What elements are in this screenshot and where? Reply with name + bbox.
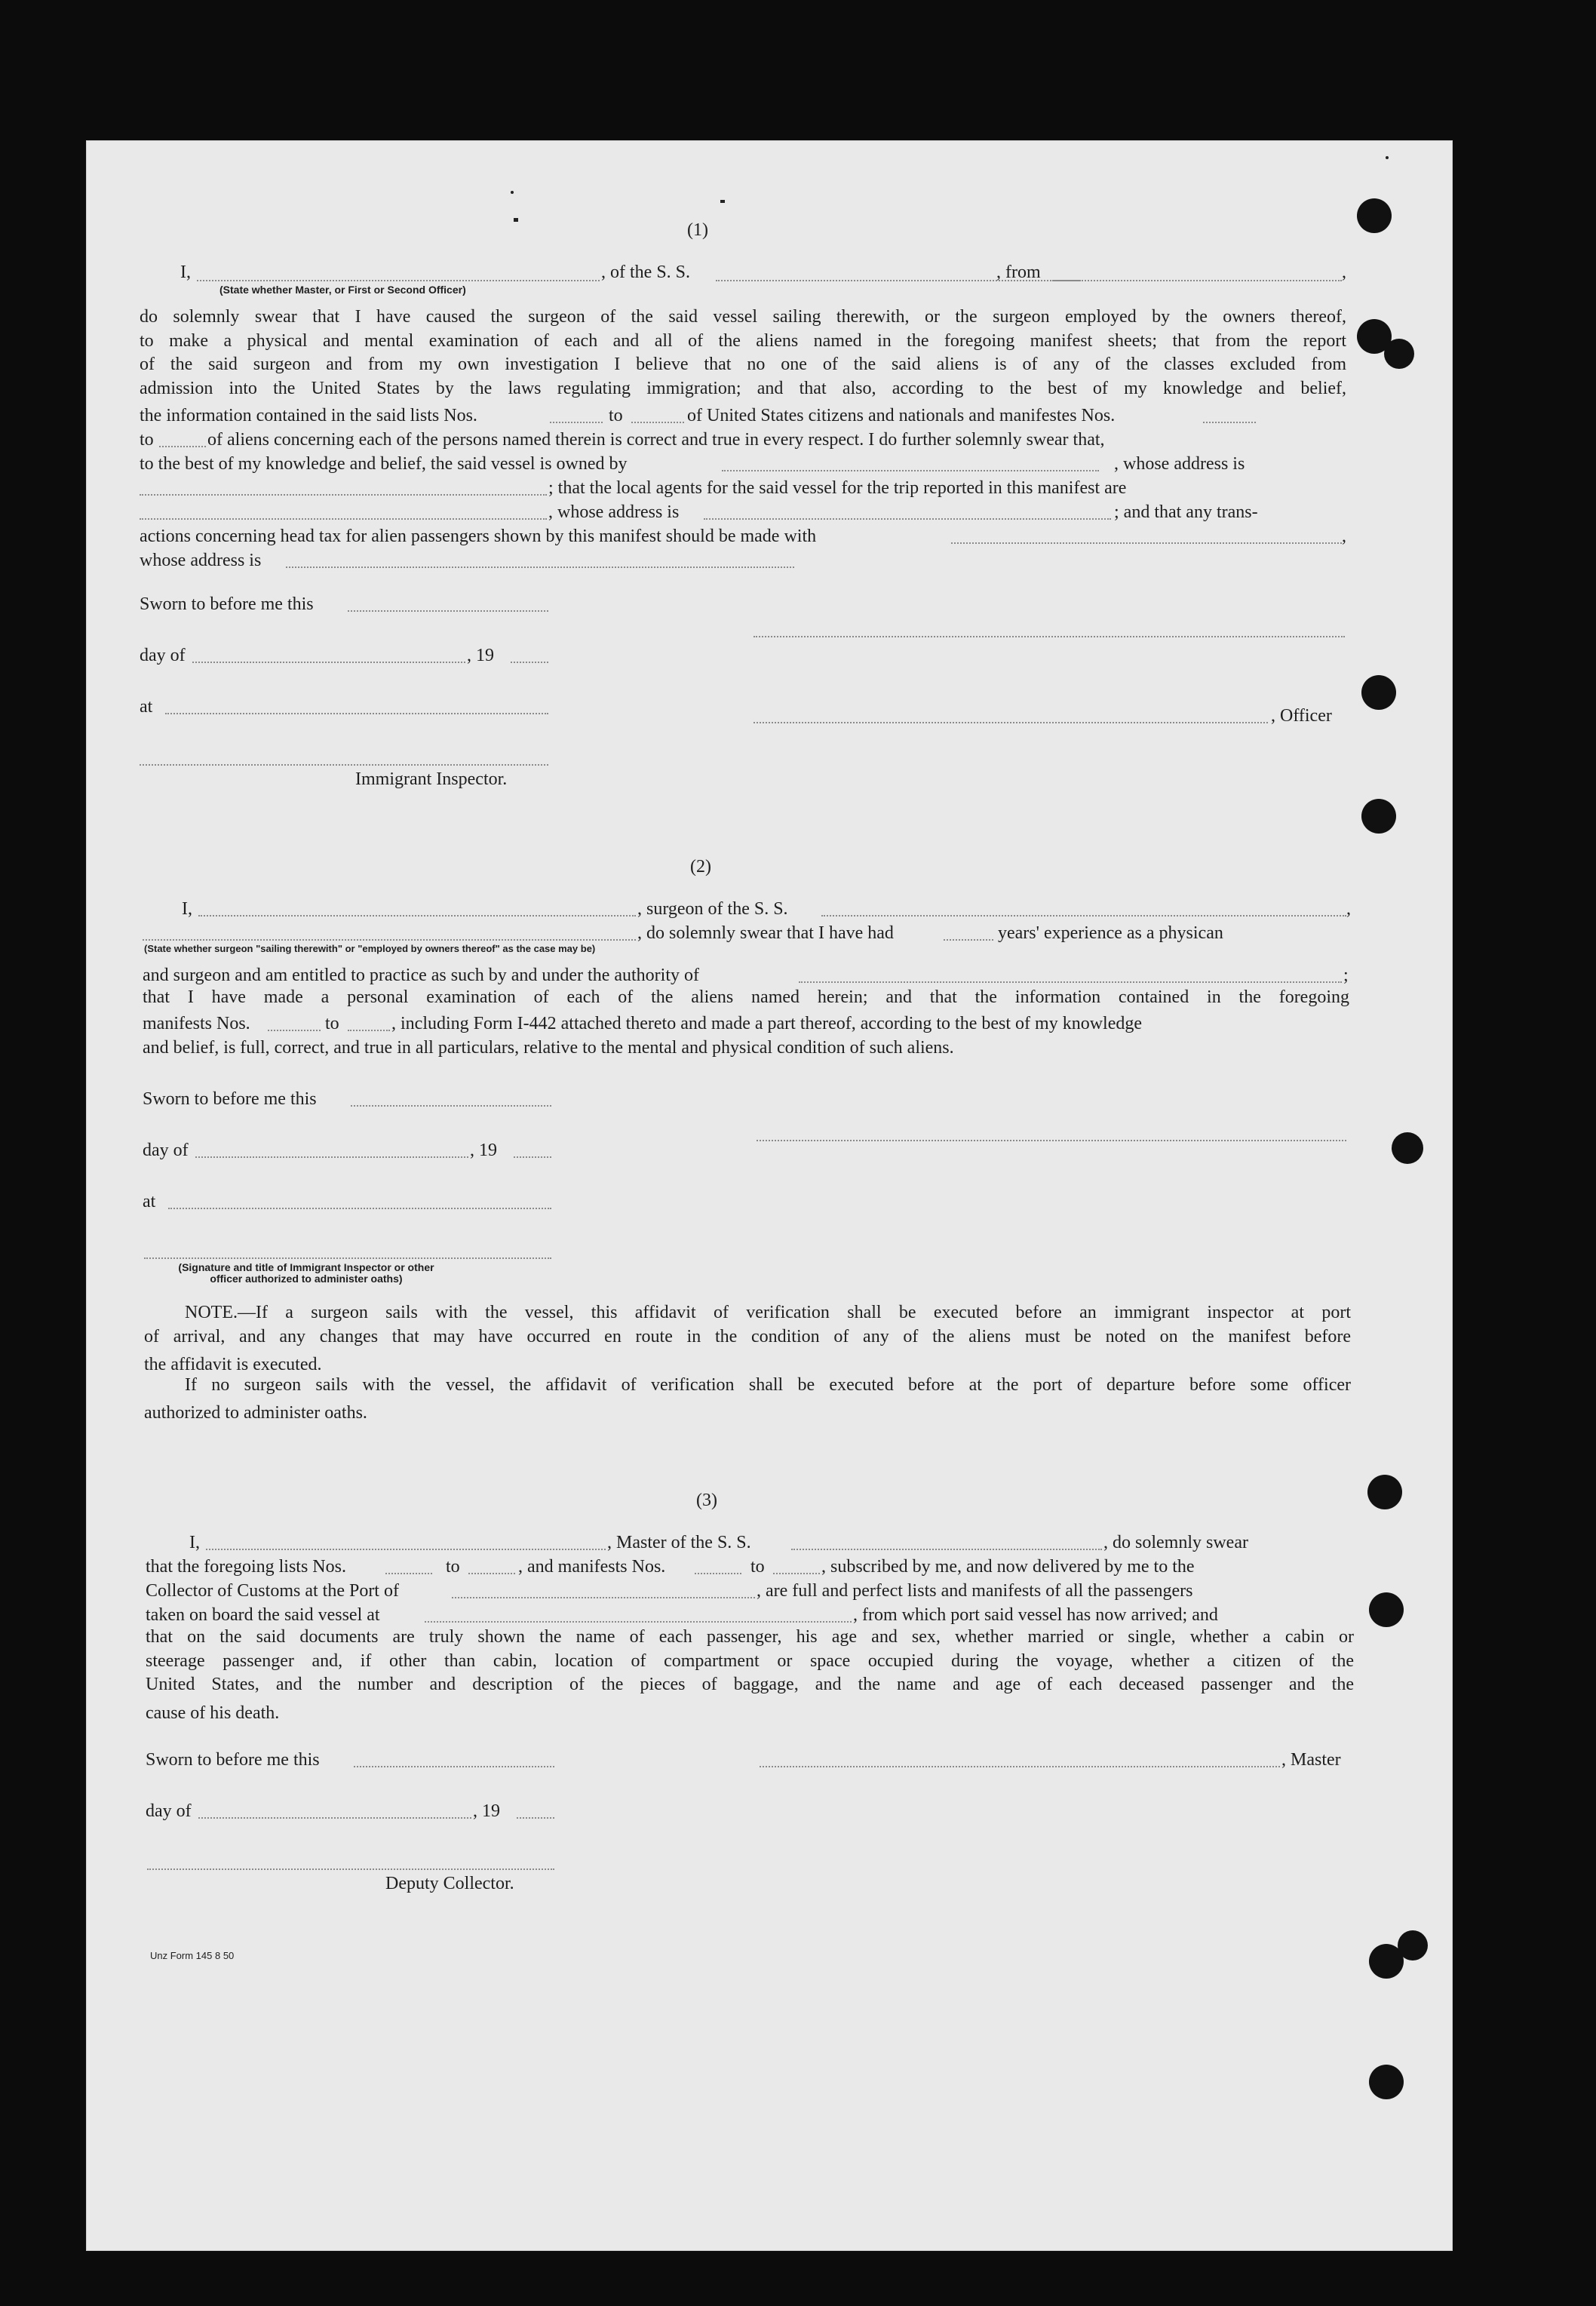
s3-sworn-field[interactable] bbox=[354, 1766, 554, 1767]
s1-inspector-line[interactable] bbox=[140, 764, 548, 766]
s2-l5a: manifests Nos. bbox=[143, 1014, 250, 1033]
s2-i-label: I, bbox=[182, 899, 192, 919]
form-number: Unz Form 145 8 50 bbox=[150, 1950, 235, 1961]
s1-at-label: at bbox=[140, 697, 153, 717]
s1-l10b: , bbox=[1342, 527, 1346, 546]
section-1-number: (1) bbox=[687, 220, 708, 240]
s3-day-of-label: day of bbox=[146, 1801, 192, 1821]
s2-year-label: , 19 bbox=[470, 1141, 497, 1160]
punch-hole bbox=[1357, 198, 1392, 233]
s1-lists-to-field[interactable] bbox=[631, 422, 684, 423]
s2-note2-paragraph bbox=[144, 1374, 1351, 1398]
s2-day-field[interactable] bbox=[195, 1156, 468, 1158]
s3-l2e: , subscribed by me, and now delivered by me to the bbox=[821, 1557, 1195, 1577]
s1-l5a: the information contained in the said lists Nos. bbox=[140, 406, 477, 425]
speck bbox=[720, 200, 725, 203]
s1-l9b: ; and that any trans- bbox=[1114, 502, 1258, 522]
s1-i-label: I, bbox=[180, 263, 191, 282]
s1-of-ss-label: , of the S. S. bbox=[601, 263, 691, 282]
s3-sworn-label: Sworn to before me this bbox=[146, 1750, 320, 1770]
s3-l1c: , do solemnly swear bbox=[1103, 1533, 1248, 1552]
s3-lists-from-field[interactable] bbox=[385, 1573, 432, 1574]
s1-head-tax-address-field[interactable] bbox=[286, 567, 794, 568]
speck bbox=[514, 218, 518, 222]
s2-note2-line: If no surgeon sails with the vessel, the affidavit of verification shall be executed before at the port of departure before some officer bbox=[185, 1375, 1351, 1395]
s2-years-field[interactable] bbox=[944, 939, 993, 941]
s3-l2a: that the foregoing lists Nos. bbox=[146, 1557, 346, 1577]
s2-l2a: , do solemnly swear that I have had bbox=[637, 923, 894, 943]
s1-officer-field[interactable] bbox=[197, 280, 600, 281]
s3-body-paragraph bbox=[146, 1626, 1354, 1697]
s2-manifests-to-field[interactable] bbox=[348, 1030, 390, 1031]
s2-surgeon-name-field[interactable] bbox=[198, 915, 636, 917]
s1-day-field[interactable] bbox=[192, 662, 465, 663]
s1-oath-line: of the said surgeon and from my own investigation I believe that no one of the said aliens is of any of the classes excluded from bbox=[140, 355, 1346, 375]
s3-body-line: steerage passenger and, if other than cabin, location of compartment or space occupied during the voyage, whether a citizen of the bbox=[146, 1650, 1354, 1671]
s2-sig-caption-2: officer authorized to administer oaths) bbox=[210, 1273, 403, 1285]
s1-l8: ; that the local agents for the said vessel for the trip reported in this manifest are bbox=[548, 478, 1127, 498]
s3-year-label: , 19 bbox=[473, 1801, 500, 1821]
punch-hole bbox=[1369, 1592, 1404, 1627]
s3-day-field[interactable] bbox=[198, 1817, 471, 1819]
s1-lists-from-field[interactable] bbox=[550, 422, 603, 423]
s1-day-of-label: day of bbox=[140, 646, 186, 665]
section-2-number: (2) bbox=[690, 857, 711, 877]
punch-hole bbox=[1361, 799, 1396, 834]
s3-last-line: cause of his death. bbox=[146, 1703, 280, 1723]
s3-deputy-signature-line[interactable] bbox=[147, 1868, 554, 1870]
s2-l5b: to bbox=[325, 1014, 339, 1033]
s3-l2b: to bbox=[446, 1557, 460, 1577]
form-page bbox=[86, 140, 1453, 2251]
s3-body-line: that on the said documents are truly shown the name of each passenger, his age and sex, whether married or single, whether a cabin or bbox=[146, 1627, 1354, 1647]
s2-sig-caption-1: (Signature and title of Immigrant Inspector or other bbox=[178, 1261, 434, 1273]
speck bbox=[511, 191, 514, 194]
s1-l7a: to the best of my knowledge and belief, the said vessel is owned by bbox=[140, 454, 628, 474]
s1-l6a: to bbox=[140, 430, 154, 450]
s2-note-line-3: the affidavit is executed. bbox=[144, 1355, 322, 1374]
s1-from-field[interactable] bbox=[1052, 280, 1342, 281]
s3-l1b: , Master of the S. S. bbox=[607, 1533, 751, 1552]
s3-master-label: , Master bbox=[1281, 1750, 1341, 1770]
s2-signature-line[interactable] bbox=[757, 1140, 1346, 1141]
s3-body-line: United States, and the number and description of the pieces of baggage, and the name and age of each deceased passenger and the bbox=[146, 1675, 1354, 1695]
s1-inspector-label: Immigrant Inspector. bbox=[355, 769, 508, 789]
s2-sig-caption bbox=[144, 1262, 468, 1285]
s1-signature-line[interactable] bbox=[753, 636, 1345, 637]
s2-l1b: , surgeon of the S. S. bbox=[637, 899, 788, 919]
s2-caption: (State whether surgeon "sailing therewith" or "employed by owners thereof" as the case may be) bbox=[144, 943, 596, 954]
s1-year-field[interactable] bbox=[511, 662, 548, 663]
s2-examination-line bbox=[143, 986, 1349, 1010]
s2-note-line: of arrival, and any changes that may have occurred en route in the condition of any of the aliens must be noted on the manifest before bbox=[144, 1326, 1351, 1346]
punch-hole bbox=[1369, 2065, 1404, 2099]
s2-sailing-field[interactable] bbox=[143, 939, 636, 941]
s2-manifests-from-field[interactable] bbox=[268, 1030, 321, 1031]
s3-port-field[interactable] bbox=[452, 1597, 755, 1598]
s2-authority-field[interactable] bbox=[799, 981, 1342, 983]
s3-l3b: , are full and perfect lists and manifests of all the passengers bbox=[757, 1581, 1193, 1601]
s1-l7b: , whose address is bbox=[1114, 454, 1245, 474]
punch-hole bbox=[1398, 1930, 1428, 1961]
s1-oath-line: admission into the United States by the laws regulating immigration; and that also, according to the best of my knowledge and belief, bbox=[140, 379, 1346, 399]
punch-hole bbox=[1367, 1475, 1402, 1509]
s3-l4a: taken on board the said vessel at bbox=[146, 1605, 380, 1625]
punch-hole bbox=[1384, 339, 1414, 369]
s3-ship-field[interactable] bbox=[791, 1549, 1102, 1550]
s1-sworn-field[interactable] bbox=[348, 610, 548, 612]
s2-l3b: ; bbox=[1343, 966, 1349, 985]
s2-year-field[interactable] bbox=[514, 1156, 551, 1158]
s1-manifests-from-field[interactable] bbox=[1203, 422, 1256, 423]
s1-officer-label: , Officer bbox=[1271, 706, 1332, 726]
s1-comma: , bbox=[1342, 263, 1346, 282]
s3-i-label: I, bbox=[189, 1533, 200, 1552]
s1-manifests-to-field[interactable] bbox=[159, 446, 206, 447]
s1-l11: whose address is bbox=[140, 551, 262, 570]
s3-year-field[interactable] bbox=[517, 1817, 554, 1819]
s1-l6b: of aliens concerning each of the persons named therein is correct and true in every respect. I do further solemnly swear that, bbox=[207, 430, 1105, 450]
s2-sworn-label: Sworn to before me this bbox=[143, 1089, 317, 1109]
s2-at-field[interactable] bbox=[168, 1208, 551, 1209]
s1-l10a: actions concerning head tax for alien passengers shown by this manifest should be made with bbox=[140, 527, 817, 546]
punch-hole bbox=[1361, 675, 1396, 710]
s1-agents-address-field[interactable] bbox=[704, 518, 1111, 520]
s1-l5c: of United States citizens and nationals and manifestes Nos. bbox=[687, 406, 1116, 425]
s1-officer-caption: (State whether Master, or First or Second Officer) bbox=[219, 284, 466, 296]
s3-l3a: Collector of Customs at the Port of bbox=[146, 1581, 399, 1601]
s1-head-tax-field[interactable] bbox=[951, 542, 1342, 544]
s2-l3a: and surgeon and am entitled to practice as such by and under the authority of bbox=[143, 966, 699, 985]
speck bbox=[1386, 156, 1389, 159]
s1-sworn-label: Sworn to before me this bbox=[140, 594, 314, 614]
s3-embark-port-field[interactable] bbox=[425, 1621, 852, 1623]
s2-inspector-signature-line[interactable] bbox=[144, 1257, 551, 1259]
s2-note-line: NOTE.—If a surgeon sails with the vessel, this affidavit of verification shall be executed before an immigrant inspector at port bbox=[185, 1303, 1351, 1322]
s3-l4b: , from which port said vessel has now arrived; and bbox=[853, 1605, 1218, 1625]
s2-l5c: , including Form I-442 attached thereto and made a part thereof, according to the best of my knowledge bbox=[391, 1014, 1143, 1033]
punch-hole bbox=[1392, 1132, 1423, 1164]
s3-master-signature-line[interactable] bbox=[760, 1766, 1280, 1767]
s1-oath-line: do solemnly swear that I have caused the surgeon of the said vessel sailing therewith, or the surgeon employed by the owners thereof, bbox=[140, 307, 1346, 327]
s2-l6: and belief, is full, correct, and true in all particulars, relative to the mental and physical condition of such aliens. bbox=[143, 1038, 954, 1058]
s2-l2b: years' experience as a physican bbox=[998, 923, 1223, 943]
s3-lists-to-field[interactable] bbox=[468, 1573, 515, 1574]
s1-from-label: , from bbox=[996, 263, 1041, 282]
s3-deputy-label: Deputy Collector. bbox=[385, 1874, 514, 1893]
s2-sworn-field[interactable] bbox=[351, 1105, 551, 1107]
s3-l2d: to bbox=[750, 1557, 765, 1577]
s1-owner-field[interactable] bbox=[722, 470, 1099, 471]
s2-l4: that I have made a personal examination of each of the aliens named herein; and that the information contained in the foregoing bbox=[143, 987, 1349, 1007]
s2-day-of-label: day of bbox=[143, 1141, 189, 1160]
s1-owner-address-field[interactable] bbox=[140, 494, 547, 496]
s1-agents-field[interactable] bbox=[140, 518, 547, 520]
s2-ship-field[interactable] bbox=[821, 915, 1346, 917]
s3-manifests-from-field[interactable] bbox=[695, 1573, 741, 1574]
s1-l5b: to bbox=[609, 406, 623, 425]
s1-oath-line: to make a physical and mental examination of each and all of the aliens named in the foregoing manifest sheets; that from the report bbox=[140, 330, 1346, 351]
s2-l1c: , bbox=[1346, 899, 1351, 919]
s1-at-field[interactable] bbox=[165, 713, 548, 714]
s2-note2-line-2: authorized to administer oaths. bbox=[144, 1403, 367, 1423]
s2-note-paragraph bbox=[144, 1301, 1351, 1349]
s2-at-label: at bbox=[143, 1192, 156, 1211]
s1-officer-line[interactable] bbox=[753, 722, 1268, 723]
s3-master-name-field[interactable] bbox=[206, 1549, 606, 1550]
s3-l2c: , and manifests Nos. bbox=[518, 1557, 666, 1577]
s1-year-label: , 19 bbox=[467, 646, 494, 665]
s1-l9a: , whose address is bbox=[548, 502, 680, 522]
section-3-number: (3) bbox=[696, 1491, 717, 1510]
s1-oath-paragraph bbox=[140, 306, 1346, 401]
s3-manifests-to-field[interactable] bbox=[773, 1573, 820, 1574]
